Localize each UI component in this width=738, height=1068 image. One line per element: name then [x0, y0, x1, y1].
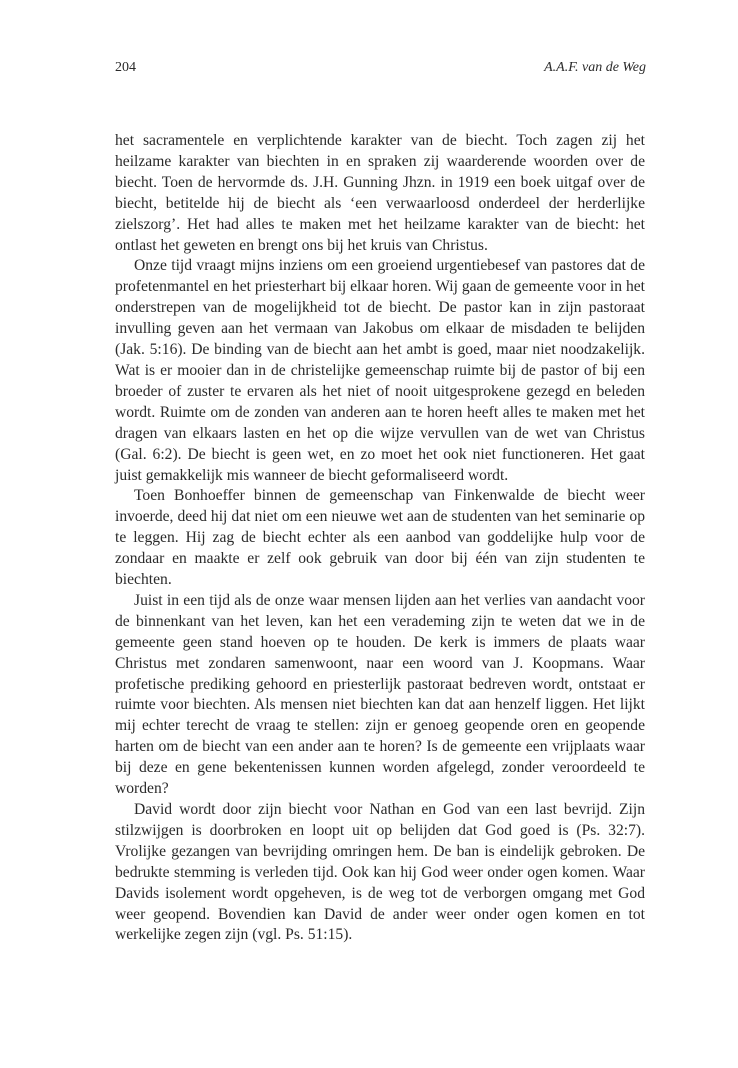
body-text	[115, 131, 645, 946]
paragraph-1: het sacramentele en verplichtende karakter van de biecht. Toch zagen zij het heilzame karakter van biechten in en spraken zij waarderende woorden over de biecht. Toen de hervormde ds. J.H. Gunning Jhzn. in 1919 een boek uitgaf over de biecht, betitelde hij de biecht als ‘een verwaarloosd onderdeel der herderlijke zielszorg’. Het had alles te maken met het heilzame karakter van de biecht: het ontlast het geweten en brengt ons bij het kruis van Christus.	[115, 132, 645, 254]
paragraph-4: Juist in een tijd als de onze waar mensen lijden aan het verlies van aandacht voor de binnenkant van het leven, kan het een verademing zijn te weten dat we in de gemeente geen stand hoeven op te houden. De kerk is immers de plaats waar Christus met zondaren samenwoont, naar een woord van J. Koopmans. Waar profetische prediking gehoord en priesterlijk pastoraat bedreven wordt, ontstaat er ruimte voor biechten. Als mensen niet biechten kan dat aan henzelf liggen. Het lijkt mij echter terecht de vraag te stellen: zijn er genoeg geopende oren en geopende harten om de biecht van een ander aan te horen? Is de gemeente een vrijplaats waar bij deze en gene bekentenissen kunnen worden afgelegd, zonder veroordeeld te worden?	[115, 591, 645, 798]
paragraph-5: David wordt door zijn biecht voor Nathan en God van een last bevrijd. Zijn stilzwijgen is doorbroken en loopt uit op belijden dat God goed is (Ps. 32:7). Vrolijke gezangen van bevrijding omringen hem. De ban is eindelijk gebroken. De bedrukte stemming is verleden tijd. Ook kan hij God weer onder ogen komen. Waar Davids isolement wordt opgeheven, is de weg tot de verborgen omgang met God weer geopend. Bovendien kan David de ander weer onder ogen komen en tot werkelijke zegen zijn (vgl. Ps. 51:15).	[115, 801, 645, 944]
page-number: 204	[115, 60, 136, 75]
running-header	[115, 60, 646, 82]
paragraph-3: Toen Bonhoeffer binnen de gemeenschap van Finkenwalde de biecht weer invoerde, deed hij dat niet om een nieuwe wet aan de studenten van het seminarie op te leggen. Hij zag de biecht echter als een aanbod van goddelijke hulp voor de zondaar en maakte er zelf ook gebruik van door bij één van zijn studenten te biechten.	[115, 487, 645, 589]
running-author: A.A.F. van de Weg	[544, 60, 646, 75]
paragraph-2: Onze tijd vraagt mijns inziens om een groeiend urgentiebesef van pastores dat de profetenmantel en het priesterhart bij elkaar horen. Wij gaan de gemeente voor in het onderstrepen van de mogelijkheid tot de biecht. De pastor kan in zijn pastoraat invulling geven aan het vermaan van Jakobus om elkaar de misdaden te belijden (Jak. 5:16). De binding van de biecht aan het ambt is goed, maar niet noodzakelijk. Wat is er mooier dan in de christelijke gemeenschap ruimte bij de pastor of bij een broeder of zuster te ervaren als het niet of nooit uitgesprokene gezegd en beleden wordt. Ruimte om de zonden van anderen aan te horen heeft alles te maken met het dragen van elkaars lasten en het op die wijze vervullen van de wet van Christus (Gal. 6:2). De biecht is geen wet, en zo moet het ook niet functioneren. Het gaat juist gemakkelijk mis wanneer de biecht geformaliseerd wordt.	[115, 257, 645, 484]
